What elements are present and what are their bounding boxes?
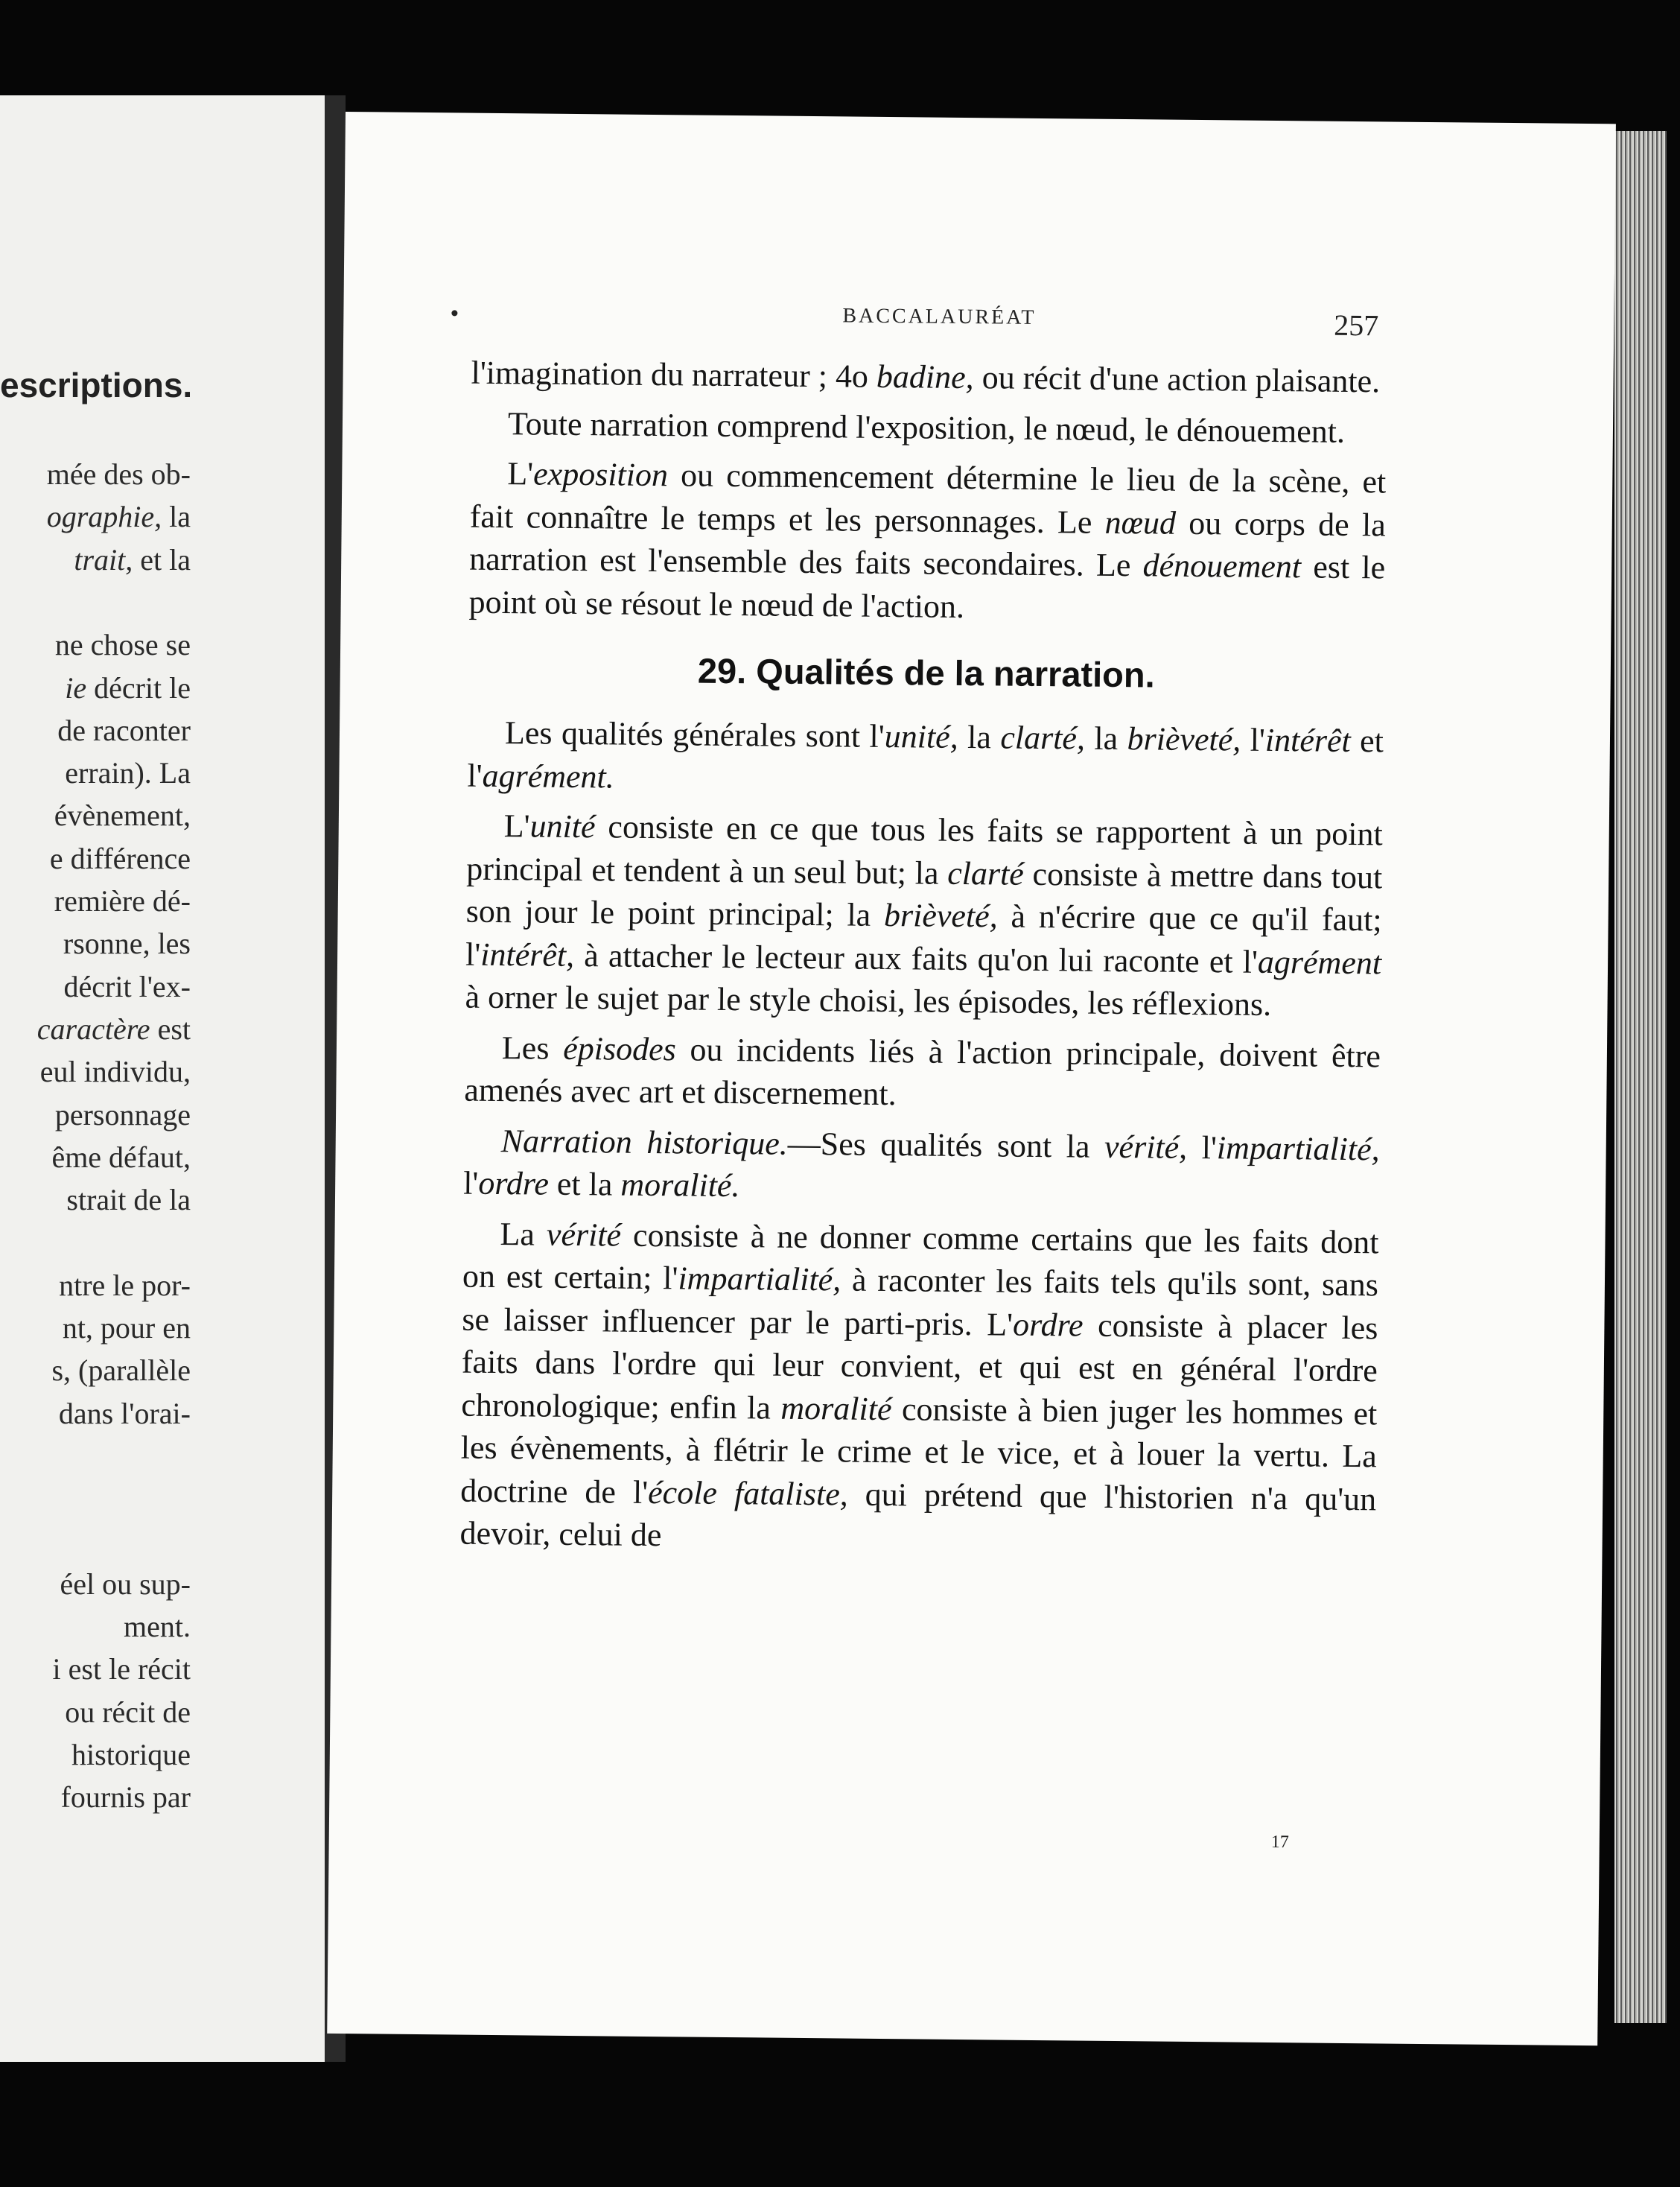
text-run: errain). La: [65, 756, 191, 790]
text-run: et la: [548, 1165, 621, 1203]
text-run: s, (parallèle: [51, 1353, 191, 1388]
page-number: 257: [1334, 308, 1379, 343]
left-page-line: [0, 1097, 191, 1132]
left-page-line: [0, 1140, 191, 1175]
italic-run: clarté,: [1000, 719, 1086, 757]
text-run: La: [500, 1215, 547, 1253]
page-edges: [1614, 131, 1667, 2023]
page-body: [459, 352, 1387, 1564]
italic-run: intérêt: [1264, 721, 1351, 759]
text-run: ment.: [124, 1610, 191, 1644]
italic-run: ographie,: [46, 500, 162, 534]
text-run: Toute narration comprend l'exposition, le nœud, le dénouement.: [507, 404, 1346, 450]
text-run: ême défaut,: [51, 1140, 191, 1174]
text-run: consiste en ce que tous les faits se rapportent à un point principal et tendent à un seul but; la: [466, 808, 1383, 892]
section-heading: 29. Qualités de la narration.: [697, 650, 1155, 695]
left-page-line: [0, 1182, 191, 1217]
italic-run: impartialité,: [1216, 1129, 1380, 1167]
paragraph: [465, 804, 1383, 1027]
text-run: éel ou sup-: [60, 1567, 191, 1601]
text-run: L': [507, 455, 534, 492]
italic-run: épisodes: [563, 1029, 677, 1067]
text-run: décrit le: [86, 670, 191, 705]
text-run: l': [1241, 721, 1266, 758]
italic-run: vérité,: [1104, 1128, 1188, 1166]
text-run: consiste à ne donner comme certains que les faits dont on est certain; l': [462, 1216, 1379, 1297]
text-run: consiste à bien juger les hommes et les évènements, à flétrir le crime et le vice, et à louer la vertu. La doctrine de l': [460, 1390, 1378, 1511]
italic-run: ordre: [1012, 1306, 1084, 1344]
left-page-line: [0, 1695, 191, 1730]
text-run: i est le récit: [52, 1652, 191, 1686]
text-run: consiste à mettre dans tout son jour le point principal; la: [465, 855, 1383, 933]
left-page-line: [0, 969, 191, 1004]
text-run: à raconter les faits tels qu'ils sont, sans se laisser influencer par le parti-pris. L': [462, 1261, 1379, 1343]
text-run: historique: [71, 1738, 191, 1771]
italic-run: unité,: [884, 717, 958, 755]
text-run: de raconter: [57, 713, 191, 747]
text-run: est: [150, 1012, 191, 1046]
running-head: BACCALAURÉAT: [842, 304, 1037, 329]
text-run: Les: [501, 1029, 564, 1067]
text-run: l': [1186, 1129, 1218, 1166]
text-run: —Ses qualités sont la: [787, 1125, 1105, 1165]
italic-run: agrément.: [482, 757, 615, 796]
left-page-line: [0, 926, 191, 961]
text-run: ntre le por-: [59, 1268, 191, 1302]
text-run: personnage: [54, 1097, 191, 1131]
italic-run: brièveté,: [883, 896, 998, 935]
left-page-line: [0, 670, 191, 705]
italic-run: école fataliste,: [647, 1473, 849, 1513]
italic-run: ordre: [478, 1164, 550, 1202]
italic-run: exposition: [532, 455, 669, 494]
italic-run: impartialité,: [678, 1260, 841, 1298]
text-run: strait de la: [66, 1183, 191, 1217]
text-run: dans l'orai-: [58, 1396, 191, 1430]
paragraph: [467, 711, 1384, 806]
left-page-line: [0, 499, 191, 534]
left-page-line: [0, 1054, 191, 1089]
text-run: décrit l'ex-: [63, 969, 191, 1003]
italic-run: intérêt,: [480, 936, 575, 974]
italic-run: vérité: [546, 1216, 622, 1254]
italic-run: moralité.: [620, 1166, 740, 1204]
text-run: à attacher le lecteur aux faits qu'on lui raconte et l': [573, 936, 1259, 980]
left-page-line: [0, 1353, 191, 1388]
text-run: fournis par: [60, 1780, 191, 1815]
left-page-line: [0, 542, 191, 577]
text-run: à n'écrire que ce qu'il faut; l': [465, 898, 1382, 973]
left-page-line: [0, 755, 191, 790]
left-page-line: [0, 457, 191, 492]
left-page-line: [0, 883, 191, 918]
left-page-line: [0, 798, 191, 833]
italic-run: caractère: [36, 1012, 150, 1046]
text-run: e différence: [49, 841, 191, 875]
text-run: et l': [467, 722, 1384, 794]
text-run: la: [1084, 720, 1127, 758]
paragraph: [459, 1212, 1378, 1564]
left-page-line: [0, 1268, 191, 1303]
left-page-line: [0, 1737, 191, 1772]
text-run: évènement,: [54, 799, 191, 833]
text-run: est le point où se résout le nœud de l'action.: [468, 548, 1386, 625]
text-run: remière dé-: [54, 884, 191, 918]
printer-dot: [451, 310, 457, 316]
left-page-line: [0, 1012, 191, 1047]
text-run: ou incidents liés à l'action principale, doivent être amenés avec art et discernement.: [464, 1030, 1381, 1113]
paragraph: [464, 1026, 1381, 1120]
left-page-line: [0, 1567, 191, 1602]
italic-run: unité: [529, 807, 596, 845]
left-page-line: [0, 1396, 191, 1431]
left-page-line: [0, 1651, 191, 1686]
text-run: la: [162, 500, 191, 534]
text-run: ou récit de: [65, 1695, 191, 1729]
text-run: l': [462, 1164, 479, 1202]
left-page-line: [0, 1310, 191, 1345]
paragraph: [468, 452, 1386, 632]
text-run: consiste à placer les faits dans l'ordre qui leur convient, et qui est en général l'ordre chronologique; enfin la: [461, 1307, 1378, 1426]
left-page-line: [0, 841, 191, 876]
italic-run: Narration historique.: [500, 1122, 789, 1162]
text-run: eul individu,: [39, 1055, 191, 1089]
text-run: ne chose se: [54, 628, 191, 662]
italic-run: dénouement: [1142, 547, 1302, 585]
right-page: [327, 112, 1616, 2045]
paragraph: [463, 1119, 1380, 1213]
text-run: l'imagination du narrateur ; 4o: [471, 354, 877, 395]
text-run: la: [958, 718, 1001, 756]
paragraph: [471, 401, 1387, 453]
text-run: L': [503, 807, 530, 845]
left-page-line: [0, 713, 191, 748]
text-run: nt, pour en: [62, 1311, 191, 1345]
text-run: qui prétend que l'historien n'a qu'un devoir, celui de: [459, 1476, 1377, 1554]
paragraph: [471, 352, 1387, 403]
left-page-line: [0, 1780, 191, 1815]
text-run: et la: [133, 542, 191, 577]
left-page-heading: escriptions.: [0, 366, 193, 404]
left-page: [0, 95, 325, 2062]
signature-mark: 17: [1270, 1832, 1289, 1853]
text-run: ou récit d'une action plaisante.: [973, 359, 1381, 400]
italic-run: ie: [65, 670, 87, 705]
italic-run: agrément: [1257, 943, 1382, 981]
text-run: rsonne, les: [63, 927, 191, 961]
italic-run: trait,: [74, 542, 133, 577]
text-run: Les qualités générales sont l': [504, 714, 885, 755]
text-run: ou commencement détermine le lieu de la scène, et fait connaître le temps et les personnages. Le: [469, 457, 1387, 541]
italic-run: moralité: [780, 1389, 892, 1427]
italic-run: nœud: [1104, 504, 1177, 542]
italic-run: brièveté,: [1127, 720, 1241, 758]
left-page-line: [0, 1609, 191, 1644]
text-run: mée des ob-: [46, 457, 191, 491]
italic-run: clarté: [946, 854, 1025, 892]
text-run: ou corps de la narration est l'ensemble des faits secondaires. Le: [469, 504, 1386, 584]
left-page-line: [0, 627, 191, 662]
text-run: à orner le sujet par le style choisi, les épisodes, les réflexions.: [465, 978, 1272, 1023]
italic-run: badine,: [876, 358, 974, 396]
